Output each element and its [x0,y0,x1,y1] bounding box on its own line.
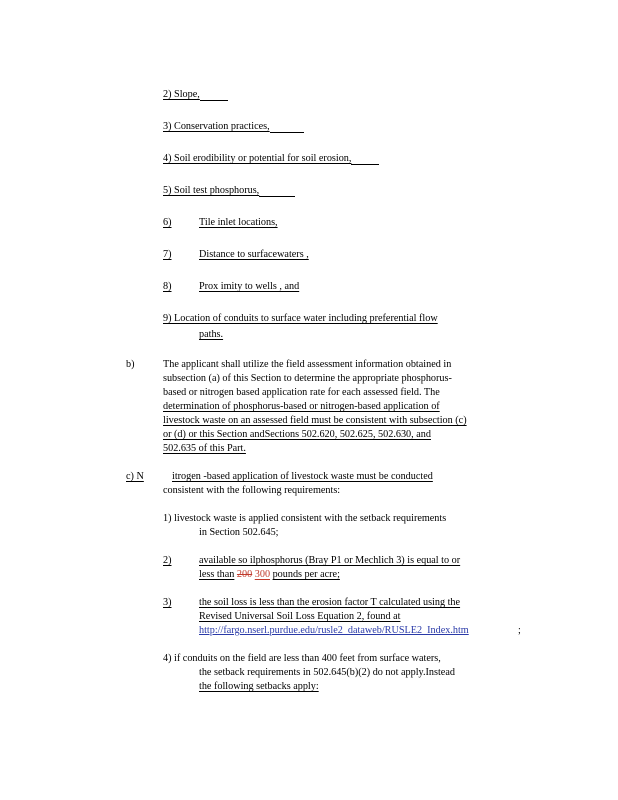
requirement-3-semicolon: ; [518,625,521,636]
item-9-line-1: 9) Location of conduits to surface water including preferential flow [163,313,438,324]
requirement-2-units: pounds per acre; [272,569,340,580]
section-b-line-2: subsection (a) of this Section to determine the appropriate phosphorus- [163,373,452,384]
section-b-marker: b) [126,359,135,370]
item-4-text: 4) Soil erodibility or potential for soil erosion, [163,153,352,164]
requirement-2-line-2 [199,569,340,581]
item-3 [163,121,304,133]
blank-line [270,122,304,133]
section-b-line-5: livestock waste on an assessed field must be consistent with subsection (c) [163,415,467,426]
requirement-4-line-3: the following setbacks apply: [199,681,319,692]
item-5 [163,185,295,197]
blank-line [351,154,379,165]
requirement-3-line-1: the soil loss is less than the erosion factor T calculated using the [199,597,461,608]
section-b-line-1: The applicant shall utilize the field assessment information obtained in [163,359,452,370]
item-3-text: 3) Conservation practices, [163,121,270,132]
requirement-2-number: 2) [163,555,172,566]
section-b-line-6: or (d) or this Section andSections 502.620, 502.625, 502.630, and [163,429,431,440]
item-2 [163,89,228,101]
item-8-text: Prox imity to wells , and [199,281,300,292]
requirement-3-number: 3) [163,597,172,608]
deleted-value-200: 200 [236,569,253,580]
item-5-text: 5) Soil test phosphorus, [163,185,260,196]
requirement-1-line-1: 1) livestock waste is applied consistent with the setback requirements [163,513,447,524]
item-8 [163,281,300,293]
section-b-line-4: determination of phosphorus-based or nitrogen-based application of [163,401,440,412]
section-b-line-3: based or nitrogen based application rate for each assessed field. The [163,387,440,398]
requirement-4-line-2: the setback requirements in 502.645(b)(2) do not apply.Instead [199,667,455,678]
requirement-2-less-than: less than [199,569,235,580]
item-6-text: Tile inlet locations, [199,217,278,228]
requirement-3-link-row [199,625,469,637]
section-c-line-1: itrogen -based application of livestock waste must be conducted [172,471,433,482]
blank-line [259,186,295,197]
rusle2-link[interactable]: http://fargo.nserl.purdue.edu/rusle2_dataweb/RUSLE2_Index.htm [199,625,469,636]
section-c-marker: c) N [126,471,144,482]
item-6-number: 6) [163,217,172,228]
item-4 [163,153,379,165]
blank-line [200,90,228,101]
requirement-3-line-2: Revised Universal Soil Loss Equation 2, found at [199,611,401,622]
inserted-value-300: 300 [254,569,271,580]
item-7 [163,249,309,261]
requirement-4-line-1: 4) if conduits on the field are less than 400 feet from surface waters, [163,653,441,664]
requirement-1-line-2: in Section 502.645; [199,527,279,538]
requirement-2-line-1: available so ilphosphorus (Bray P1 or Mechlich 3) is equal to or [199,555,461,566]
item-9 [163,313,438,325]
item-2-text: 2) Slope, [163,89,200,100]
item-7-text: Distance to surfacewaters , [199,249,309,260]
item-7-number: 7) [163,249,172,260]
item-6 [163,217,278,229]
item-9-cont [199,329,223,341]
section-b-line-7: 502.635 of this Part. [163,443,246,454]
section-c-line-2: consistent with the following requirements: [163,485,341,496]
item-8-number: 8) [163,281,172,292]
item-9-line-2: paths. [199,329,224,340]
